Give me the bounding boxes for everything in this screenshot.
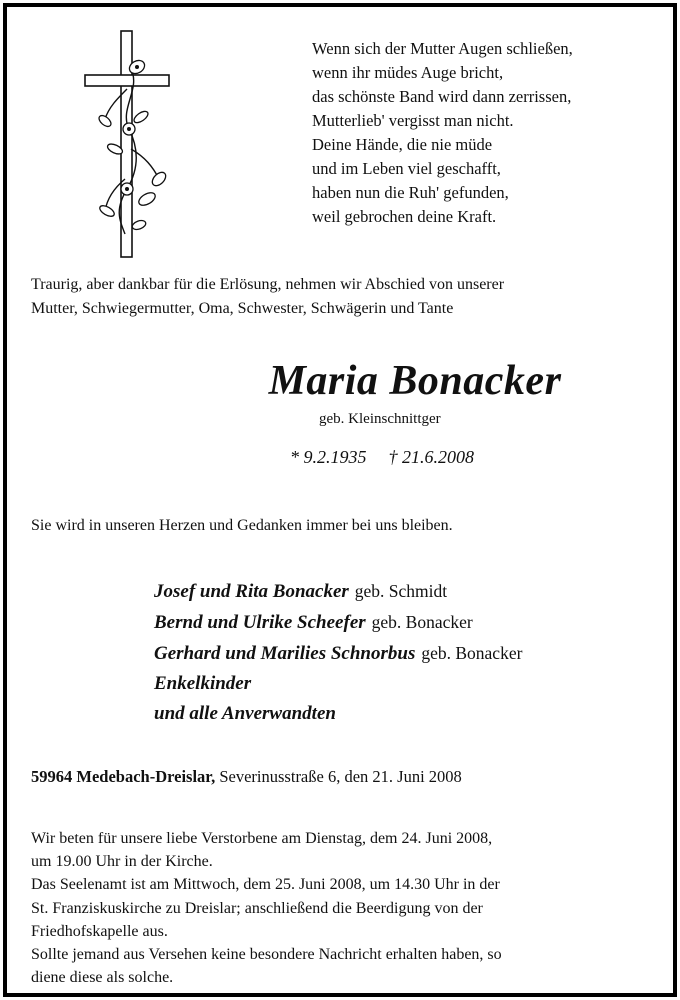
poem-line: und im Leben viel geschafft, (312, 159, 501, 178)
info-line: St. Franziskuskirche zu Dreislar; anschließend die Beerdigung von der (31, 899, 483, 917)
intro-line: Mutter, Schwiegermutter, Oma, Schwester, Schwägerin und Tante (31, 300, 454, 317)
remembrance-text: Sie wird in unseren Herzen und Gedanken immer bei uns bleiben. (31, 517, 453, 534)
mourner-names: Gerhard und Marilies Schnorbus (154, 643, 416, 664)
mourner-names: und alle Anverwandten (154, 703, 336, 724)
info-line: Wir beten für unsere liebe Verstorbene am Dienstag, dem 24. Juni 2008, (31, 830, 493, 847)
life-dates (290, 447, 474, 468)
obituary-frame (3, 3, 677, 997)
intro-text (31, 273, 504, 321)
address-place: 59964 Medebach-Dreislar, (31, 767, 216, 786)
deceased-name: Maria Bonacker (268, 358, 562, 404)
death-date: † 21.6.2008 (388, 447, 474, 467)
mourner-nee: geb. Bonacker (421, 643, 523, 663)
poem (312, 37, 573, 229)
mourner-names: Enkelkinder (154, 673, 252, 694)
info-line: Das Seelenamt ist am Mittwoch, dem 25. Juni 2008, um 14.30 Uhr in der (31, 876, 500, 894)
mourner-row (154, 576, 522, 607)
mourner-names: Josef und Rita Bonacker (154, 581, 349, 602)
poem-line: haben nun die Ruh' gefunden, (312, 183, 509, 202)
poem-line: Mutterlieb' vergisst man nicht. (312, 111, 514, 130)
birth-date: * 9.2.1935 (290, 447, 367, 467)
service-info (31, 827, 661, 989)
mourner-row (154, 669, 522, 699)
info-line: Friedhofskapelle aus. (31, 922, 168, 940)
poem-line: wenn ihr müdes Auge bricht, (312, 63, 504, 82)
info-line: um 19.00 Uhr in der Kirche. (31, 853, 213, 871)
maiden-name: geb. Kleinschnittger (319, 411, 441, 427)
mourner-row (154, 607, 522, 638)
poem-line: das schönste Band wird dann zerrissen, (312, 87, 572, 106)
address-street-date: Severinusstraße 6, den 21. Juni 2008 (215, 767, 462, 786)
mourner-row (154, 699, 522, 729)
mourners-list (154, 576, 522, 729)
poem-line: Wenn sich der Mutter Augen schließen, (312, 39, 573, 58)
mourner-names: Bernd und Ulrike Scheefer (154, 612, 366, 633)
info-line: Sollte jemand aus Versehen keine besondere Nachricht erhalten haben, so (31, 946, 502, 964)
poem-line: Deine Hände, die nie müde (312, 135, 493, 154)
address-line (31, 767, 462, 787)
mourner-nee: geb. Schmidt (354, 581, 448, 601)
info-line: diene diese als solche. (31, 969, 174, 987)
mourner-row (154, 638, 522, 669)
intro-line: Traurig, aber dankbar für die Erlösung, nehmen wir Abschied von unserer (31, 276, 505, 293)
cross-with-roses-icon (79, 29, 175, 261)
poem-line: weil gebrochen deine Kraft. (312, 207, 497, 226)
mourner-nee: geb. Bonacker (371, 612, 473, 632)
